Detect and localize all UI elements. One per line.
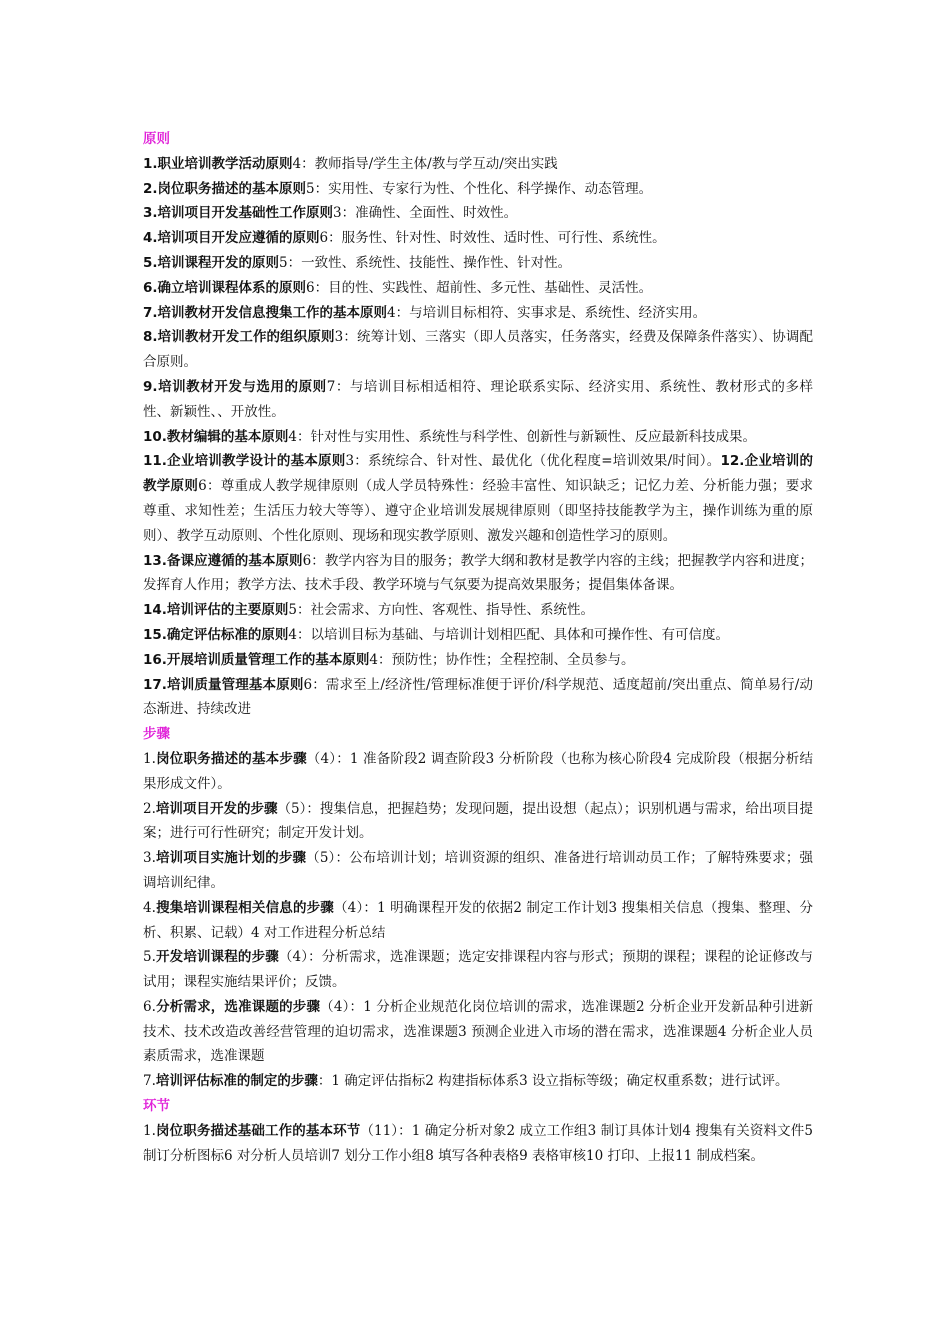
item-text: （5）：公布培训计划；培训资源的组织、准备进行培训动员工作；了解特殊要求；强调培训纪律。 (143, 850, 813, 891)
item-lead: 岗位职务描述基础工作的基本环节 (155, 1122, 361, 1139)
principle-item (143, 375, 813, 425)
item-text: 6：教学内容为目的服务；教学大纲和教材是教学内容的主线；把握教学内容和进度；发挥育人作用；教学方法、技术手段、教学环境与气氛要为提高效果服务；提倡集体备课。 (143, 552, 813, 594)
item-number: 6. (143, 998, 156, 1015)
item-number: 7. (143, 1073, 156, 1090)
item-text: 5：一致性、系统性、技能性、操作性、针对性。 (279, 254, 572, 271)
step-item (143, 846, 813, 896)
principle-item (143, 301, 813, 326)
item-lead: 开发培训课程的步骤 (155, 949, 279, 966)
item-text: 3：准确性、全面性、时效性。 (333, 205, 518, 222)
section-title-steps: 步骤 (143, 726, 170, 743)
item-number: 1. (143, 1122, 156, 1139)
principle-item (143, 598, 813, 623)
item-lead: 15.确定评估标准的原则 (143, 626, 289, 643)
item-text: 3：系统综合、针对性、最优化（优化程度=培训效果/时间）。 (345, 453, 721, 470)
item-lead: 3.培训项目开发基础性工作原则 (143, 205, 334, 222)
step-item (143, 747, 813, 797)
principle-item (143, 201, 813, 226)
principle-item (143, 549, 813, 599)
item-text: （11）：1 确定分析对象2 成立工作组3 制订具体计划4 搜集有关资料文件5 制订分析图标6 对分析人员培训7 划分工作小组8 填写各种表格9 表格审核10 打印、上报11 制成档案。 (143, 1122, 813, 1164)
stage-item (143, 1119, 813, 1169)
item-lead: 6.确立培训课程体系的原则 (143, 279, 307, 296)
item-lead: 17.培训质量管理基本原则 (143, 676, 304, 693)
item-text-2: 6：尊重成人教学规律原则（成人学员特殊性：经验丰富性、知识缺乏；记忆力差、分析能力强；要求尊重、求知性差；生活压力较大等等）、遵守企业培训发展规律原则（即坚持技能教学为主，操作训练为重的原则）、教学互动原则、个性化原则、现场和现实教学原则、激发兴趣和创造性学习的原则。 (143, 478, 814, 544)
item-lead: 16.开展培训质量管理工作的基本原则 (143, 651, 370, 668)
item-text: 3：统筹计划、三落实（即人员落实，任务落实，经费及保障条件落实）、协调配合原则。 (143, 329, 813, 371)
item-lead-2: 12.企业培训的教学原则 (143, 453, 813, 495)
item-text: （5）：搜集信息，把握趋势；发现问题，提出设想（起点）；识别机遇与需求，给出项目提案；进行可行性研究；制定开发计划。 (143, 800, 814, 842)
principle-item (143, 449, 813, 548)
principle-item (143, 152, 813, 177)
principle-item (143, 648, 813, 673)
item-text: 5：社会需求、方向性、客观性、指导性、系统性。 (288, 602, 595, 619)
item-lead: 培训评估标准的制定的步骤 (155, 1073, 318, 1090)
principle-item (143, 276, 813, 301)
item-text: 5：实用性、专家行为性、个性化、科学操作、动态管理。 (306, 180, 653, 197)
item-lead: 11.企业培训教学设计的基本原则 (143, 453, 346, 470)
principle-item (143, 673, 813, 723)
item-lead: 培训项目开发的步骤 (155, 800, 278, 817)
step-item (143, 945, 813, 995)
item-text: 4：与培训目标相符、实事求是、系统性、经济实用。 (387, 304, 707, 321)
item-lead: 7.培训教材开发信息搜集工作的基本原则 (143, 304, 388, 321)
item-number: 1. (143, 750, 156, 767)
item-text: （4）：1 准备阶段2 调查阶段3 分析阶段（也称为核心阶段4 完成阶段（根据分析结果形成文件）。 (143, 750, 813, 792)
step-item (143, 995, 813, 1069)
item-text: 4：预防性；协作性；全程控制、全员参与。 (369, 651, 635, 668)
item-text: （4）：1 分析企业规范化岗位培训的需求，选准课题2 分析企业开发新品种引进新技术、技术改造改善经营管理的迫切需求，选准课题3 预测企业进入市场的潜在需求，选准课题4 分析企业人员素质需求，选准课题 (143, 998, 814, 1065)
document-body (143, 127, 813, 1168)
item-lead: 5.培训课程开发的原则 (143, 254, 280, 271)
item-text: 6：需求至上/经济性/管理标准便于评价/科学规范、适度超前/突出重点、简单易行/动态渐进、持续改进 (143, 676, 813, 718)
item-text: （4）：1 明确课程开发的依据2 制定工作计划3 搜集相关信息（搜集、整理、分析、积累、记载）4 对工作进程分析总结 (143, 899, 813, 941)
principle-item (143, 177, 813, 202)
item-lead: 4.培训项目开发应遵循的原则 (143, 230, 320, 247)
item-number: 5. (143, 949, 156, 966)
item-text: 4：以培训目标为基础、与培训计划相匹配、具体和可操作性、有可信度。 (288, 626, 730, 643)
principle-item (143, 251, 813, 276)
item-number: 3. (143, 850, 156, 867)
item-number: 2. (143, 800, 156, 817)
item-text: 6：服务性、针对性、时效性、适时性、可行性、系统性。 (319, 230, 666, 247)
principle-item (143, 425, 813, 450)
step-item (143, 896, 813, 946)
item-lead: 2.岗位职务描述的基本原则 (143, 180, 307, 197)
principle-item (143, 623, 813, 648)
item-lead: 14.培训评估的主要原则 (143, 602, 289, 619)
item-text: （4）：分析需求，选准课题；选定安排课程内容与形式；预期的课程；课程的论证修改与试用；课程实施结果评价；反馈。 (143, 949, 813, 991)
item-lead: 13.备课应遵循的基本原则 (143, 552, 303, 569)
item-text: 4：教师指导/学生主体/教与学互动/突出实践 (292, 155, 558, 172)
item-text: ：1 确定评估指标2 构建指标体系3 设立指标等级；确定权重系数；进行试评。 (317, 1073, 789, 1090)
item-lead: 8.培训教材开发工作的组织原则 (143, 329, 335, 346)
step-item (143, 797, 813, 847)
item-text: 6：目的性、实践性、超前性、多元性、基础性、灵活性。 (306, 279, 653, 296)
item-number: 4. (143, 899, 156, 916)
item-text: 7：与培训目标相适相符、理论联系实际、经济实用、系统性、教材形式的多样性、新颖性、、开放性。 (143, 378, 813, 420)
section-title-principles: 原则 (143, 131, 170, 147)
item-lead: 岗位职务描述的基本步骤 (155, 750, 307, 767)
item-lead: 搜集培训课程相关信息的步骤 (155, 899, 334, 916)
principle-item (143, 226, 813, 251)
item-lead: 分析需求，选准课题的步骤 (155, 998, 321, 1015)
principle-item (143, 325, 813, 375)
step-item (143, 1069, 813, 1094)
item-lead: 10.教材编辑的基本原则 (143, 428, 289, 445)
item-lead: 培训项目实施计划的步骤 (155, 850, 307, 867)
item-text: 4：针对性与实用性、系统性与科学性、创新性与新颖性、反应最新科技成果。 (288, 428, 757, 445)
section-title-stages: 环节 (143, 1098, 170, 1115)
item-lead: 1.职业培训教学活动原则 (143, 155, 293, 172)
item-lead: 9.培训教材开发与选用的原则 (143, 378, 327, 395)
